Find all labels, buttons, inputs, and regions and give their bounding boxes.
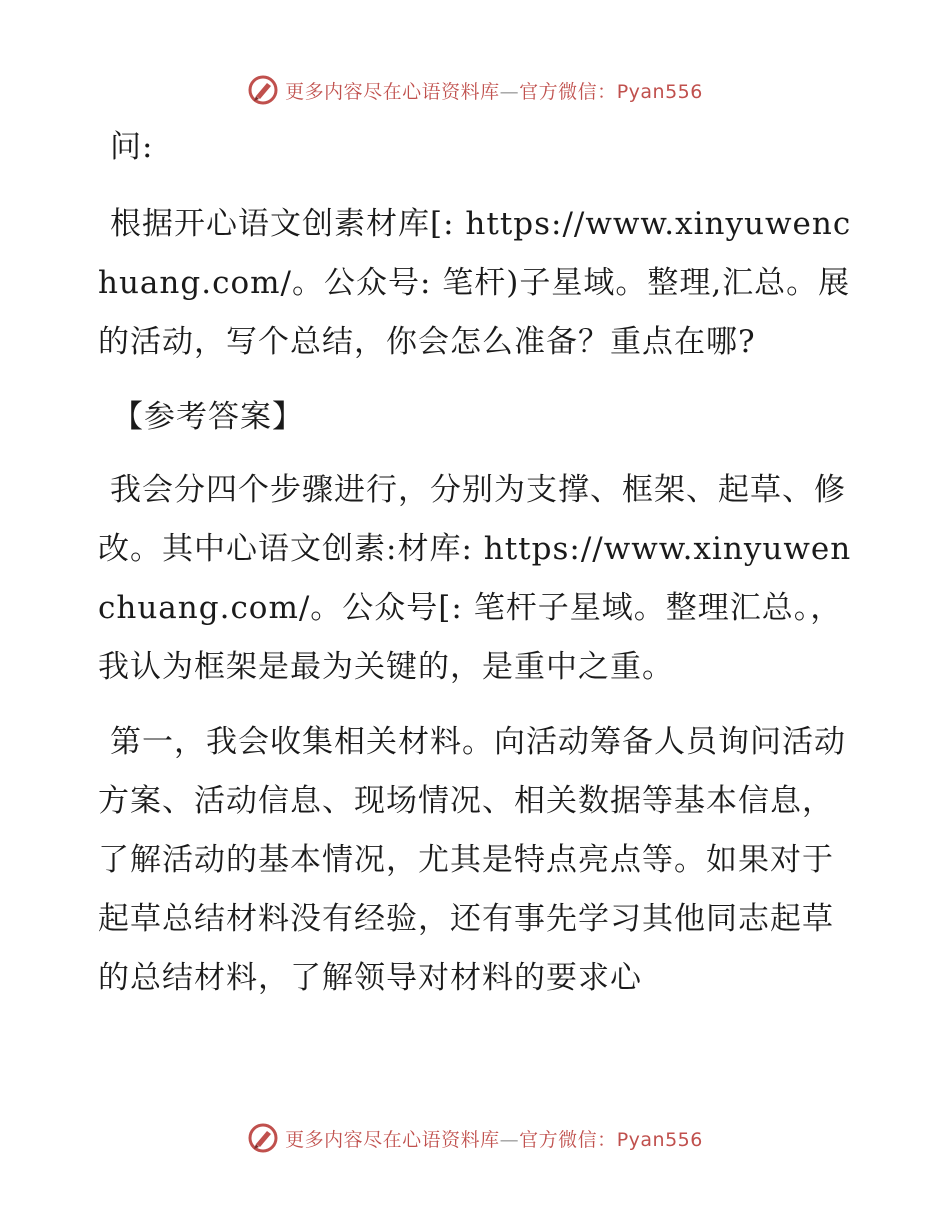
- header-banner-suffix: 官方微信：: [519, 80, 617, 103]
- header-banner-code: Pyan556: [616, 80, 703, 103]
- footer-banner: [0, 1118, 950, 1158]
- header-banner-text: [285, 77, 703, 104]
- header-banner-separator: —: [499, 80, 520, 103]
- footer-banner-text: [285, 1125, 703, 1152]
- pen-logo-icon: [247, 74, 279, 106]
- document-body: [98, 118, 858, 1024]
- answer-paragraph-2: 第一，我会收集相关材料。向活动筹备人员询问活动方案、活动信息、现场情况、相关数据等基本信息，了解活动的基本情况，尤其是特点亮点等。如果对于起草总结材料没有经验，还有事先学习其他同志起草的总结材料，了解领导对材料的要求心: [98, 724, 846, 996]
- question-label: 问:: [110, 129, 154, 165]
- answer-paragraph-1: 我会分四个步骤进行，分别为支撑、框架、起草、修改。其中心语文创素:材库: https://www.xinyuwenchuang.com/。公众号[: 笔杆子星域。整理汇总。，我认为框架是最为关键的，是重中之重。: [98, 472, 852, 685]
- header-banner: [0, 70, 950, 110]
- pen-logo-icon: [247, 1122, 279, 1154]
- footer-banner-title: 更多内容尽在心语资料库: [285, 1128, 500, 1151]
- answer-label: 【参考答案】: [112, 399, 304, 435]
- question-text: 根据开心语文创素材库[: https://www.xinyuwenchuang.com/。公众号: 笔杆)子星域。整理,汇总。展的活动，写个总结，你会怎么准备？重点在哪?: [98, 206, 852, 360]
- footer-banner-code: Pyan556: [616, 1128, 703, 1151]
- footer-banner-suffix: 官方微信：: [519, 1128, 617, 1151]
- header-banner-title: 更多内容尽在心语资料库: [285, 80, 500, 103]
- footer-banner-separator: —: [499, 1128, 520, 1151]
